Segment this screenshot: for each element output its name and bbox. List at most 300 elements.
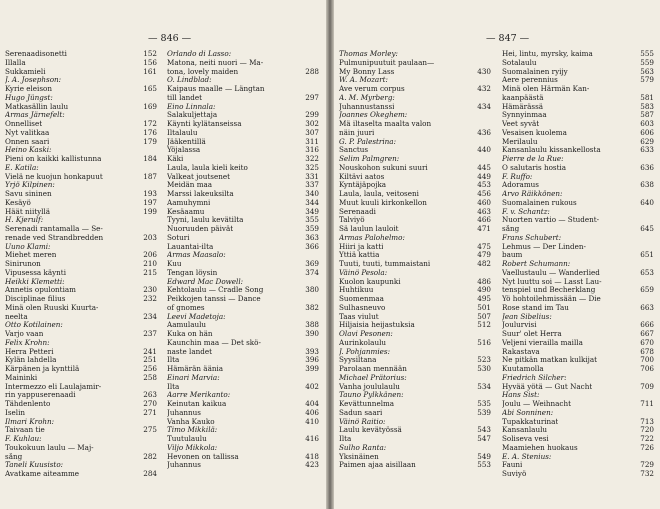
page-ref: 382 (305, 302, 319, 312)
song-title: Sotalaulu (502, 58, 537, 67)
composer-heading (167, 76, 319, 85)
song-title: Hämärän äänia (167, 365, 224, 373)
index-entry (5, 330, 157, 339)
song-title: sång (5, 452, 23, 461)
composer-heading (502, 155, 654, 164)
index-entry (167, 190, 319, 199)
index-entry (5, 400, 157, 409)
index-entry (5, 313, 157, 322)
page-ref: 711 (640, 399, 654, 408)
index-entry (339, 243, 491, 252)
composer-heading (339, 94, 491, 103)
index-entry (502, 278, 654, 287)
index-entry (502, 111, 654, 120)
page-ref: 482 (477, 259, 491, 268)
song-title: Kärpänen ja kynttilä (5, 365, 80, 373)
song-title: Kuu (167, 260, 182, 268)
page-ref: 523 (477, 355, 491, 365)
composer-name: J. A. Josephson: (5, 76, 62, 85)
index-entry (167, 146, 319, 155)
index-entry (167, 418, 319, 427)
composer-name: Eino Linnala: (167, 102, 216, 111)
composer-name: Selim Palmgren: (339, 155, 400, 163)
index-entry (502, 68, 654, 77)
page-ref: 215 (143, 267, 157, 277)
page-ref: 645 (640, 224, 654, 233)
song-title: Aurinkolaulu (339, 338, 387, 347)
page-ref: 399 (305, 364, 319, 373)
song-title: Paimen ajaa aisillaan (339, 461, 416, 470)
page-ref: 539 (477, 407, 491, 417)
index-entry (5, 173, 157, 182)
song-title: Käynti kylätanseissa (167, 120, 242, 128)
composer-name: Armas Palohelmo: (339, 233, 405, 242)
composer-heading (502, 234, 654, 243)
index-entry (167, 94, 319, 103)
page-ref: 263 (143, 390, 157, 400)
page-number: — 847 — (486, 33, 530, 44)
page-ref: 640 (640, 197, 654, 207)
page-ref: 729 (640, 460, 654, 470)
composer-name: Edward Mac Dowell: (167, 277, 244, 286)
page-ref: 380 (305, 285, 319, 295)
index-entry (502, 146, 654, 155)
song-title: Salakuljettaja (167, 111, 218, 120)
page-ref: 559 (640, 57, 654, 67)
index-entry (339, 321, 491, 330)
page-ref: 432 (477, 84, 491, 93)
page-ref: 355 (305, 215, 319, 225)
index-entry (502, 216, 654, 225)
page-ref: 456 (477, 189, 491, 198)
composer-heading (502, 391, 654, 400)
page-ref: 495 (477, 294, 491, 303)
index-entry (502, 400, 654, 409)
index-entry (167, 234, 319, 243)
index-entry (167, 435, 319, 444)
index-entry (502, 120, 654, 129)
page-ref: 726 (640, 442, 654, 452)
composer-name: Heino Kaski: (5, 146, 52, 155)
page-ref: 423 (305, 460, 319, 470)
song-title: Lauantai-ilta (167, 242, 214, 251)
song-title: Syysiltana (339, 356, 377, 365)
page-ref: 547 (477, 434, 491, 443)
index-entry (5, 391, 157, 400)
index-entry (502, 426, 654, 435)
index-entry (167, 85, 319, 94)
page-ref: 581 (640, 92, 654, 102)
index-entry (339, 426, 491, 435)
page-ref: 299 (305, 110, 319, 120)
page-ref: 316 (305, 145, 319, 155)
page-ref: 344 (305, 197, 319, 207)
composer-name: Väinö Pesola: (339, 268, 388, 277)
page-ref: 722 (640, 434, 654, 443)
composer-name: Einari Marvia: (167, 373, 220, 382)
song-title: Serenadi rantamalla — Se- (5, 225, 103, 233)
page-ref: 638 (640, 180, 654, 190)
song-title: Suomalainen rukous (502, 198, 577, 207)
page-ref: 516 (477, 337, 491, 347)
page-ref: 406 (305, 407, 319, 417)
composer-heading (502, 208, 654, 217)
index-entry (502, 418, 654, 427)
song-title: Nouskohon sukuni suuri (339, 163, 428, 172)
page-ref: 152 (143, 49, 157, 58)
song-title: Peikkojen tanssi — Dance (167, 295, 261, 303)
composer-heading (339, 155, 491, 164)
composer-heading (5, 216, 157, 225)
song-title: Nyt luuttu soi — Lasst Lau- (502, 277, 602, 286)
index-entry (5, 470, 157, 479)
song-title: Kuolon kaupunki (339, 277, 401, 286)
song-title: Soturi (167, 233, 190, 242)
song-title: Fauni (502, 461, 523, 470)
composer-name: Väinö Raitio: (339, 417, 386, 426)
index-entry (5, 251, 157, 260)
song-title: Ne pitkän matkan kulkijat (502, 356, 598, 365)
page-ref: 667 (640, 329, 654, 338)
index-entry (5, 120, 157, 129)
page-ref: 337 (305, 180, 319, 190)
page-ref: 282 (143, 451, 157, 461)
page-ref: 713 (640, 416, 654, 426)
song-title: Onnelliset (5, 120, 43, 128)
left-page (0, 0, 326, 509)
index-entry (5, 85, 157, 94)
index-entry (5, 348, 157, 357)
song-title: Tupakkaturinat (502, 417, 559, 426)
index-entry (167, 453, 319, 462)
song-title: Miehet meren (5, 251, 57, 260)
index-entry (502, 225, 654, 234)
song-title: Tuutulaulu (167, 435, 207, 443)
composer-name: Olavi Pesonen: (339, 330, 393, 338)
page-ref: 234 (143, 311, 157, 321)
song-title: Maininki (5, 373, 38, 382)
composer-name: Hugo Jüngst: (5, 93, 53, 102)
index-entry (502, 59, 654, 68)
page-ref: 184 (143, 154, 157, 163)
index-entry (339, 68, 491, 77)
composer-name: Armas Maasalo: (167, 251, 226, 260)
index-entry (167, 164, 319, 173)
composer-name: Frans Schubert: (502, 233, 562, 242)
index-entry (339, 173, 491, 182)
page-ref: 720 (640, 425, 654, 435)
song-title: Ilta (167, 382, 180, 391)
song-title: Juhannus (167, 408, 202, 417)
song-title: Annetis opulontiam (5, 286, 76, 295)
song-title: of gnomes (167, 303, 205, 312)
composer-heading (339, 374, 491, 383)
composer-name: O. Lindblad: (167, 76, 212, 85)
song-title: Ave verum corpus (339, 85, 405, 93)
song-title: Yksinäinen (339, 452, 379, 461)
index-entry (502, 50, 654, 59)
composer-name: Joannes Okeghem: (339, 111, 408, 120)
song-title: Savu sininen (5, 190, 52, 198)
song-title: Sä laulun lauloit (339, 225, 399, 233)
page-ref: 271 (143, 407, 157, 417)
page-ref: 445 (477, 162, 491, 172)
song-title: neelta (5, 312, 28, 321)
index-entry (167, 138, 319, 147)
composer-heading (167, 278, 319, 287)
index-entry (5, 409, 157, 418)
song-title: Taivaan tie (5, 426, 45, 435)
song-title: Nuorten vartio — Student- (502, 216, 600, 225)
song-title: rin yappuserenaadi (5, 391, 76, 400)
composer-name: G. P. Palestrina: (339, 137, 396, 146)
page-ref: 404 (305, 399, 319, 408)
page-ref: 430 (477, 66, 491, 76)
composer-heading (167, 50, 319, 59)
song-title: naste landet (167, 347, 212, 356)
song-title: Sulhasneuvo (339, 303, 386, 312)
index-entry (339, 365, 491, 374)
page-ref: 410 (305, 416, 319, 426)
page-ref: 629 (640, 136, 654, 146)
index-entry (502, 295, 654, 304)
page-ref: 363 (305, 232, 319, 242)
composer-heading (339, 418, 491, 427)
song-title: Varjo vaan (5, 330, 44, 338)
song-title: Laula, laula, veitoseni (339, 190, 419, 198)
song-title: Hevonen on tallissa (167, 452, 239, 461)
index-entry (5, 260, 157, 269)
index-entry (167, 383, 319, 392)
song-title: Hämärässä (502, 102, 544, 111)
page-ref: 402 (305, 381, 319, 391)
index-entry (339, 120, 491, 129)
page-ref: 463 (477, 206, 491, 216)
page-ref: 543 (477, 425, 491, 435)
song-title: Juhannustanssi (339, 102, 395, 111)
index-entry (339, 313, 491, 322)
page-ref: 297 (305, 92, 319, 102)
composer-name: Timo Mikkilä: (167, 426, 218, 435)
song-title: Vaellustaulu — Wanderlied (502, 268, 600, 277)
page-ref: 302 (305, 119, 319, 128)
composer-heading (167, 444, 319, 453)
book-gutter (326, 0, 334, 509)
composer-name: Hans Sist: (502, 391, 540, 400)
page-ref: 374 (305, 267, 319, 277)
right-page (334, 0, 660, 509)
index-entry (502, 269, 654, 278)
index-entry (5, 304, 157, 313)
song-title: Kiltävi aatos (339, 172, 385, 181)
index-entry (5, 295, 157, 304)
composer-name: Leevi Madetoja: (167, 312, 226, 321)
index-entry (339, 129, 491, 138)
page-ref: 156 (143, 57, 157, 67)
index-entry (167, 155, 319, 164)
composer-heading (339, 269, 491, 278)
page-ref: 475 (477, 241, 491, 251)
song-title: renade ved Strandbredden (5, 233, 104, 242)
index-entry (502, 461, 654, 470)
page-ref: 416 (305, 434, 319, 443)
song-title: Kansanlaulu (502, 426, 548, 435)
page-ref: 486 (477, 276, 491, 286)
index-entry (339, 260, 491, 269)
index-entry (502, 76, 654, 85)
composer-name: W. A. Mozart: (339, 76, 388, 85)
page-ref: 700 (640, 355, 654, 365)
song-title: sång (502, 225, 520, 233)
page-ref: 512 (477, 320, 491, 330)
composer-heading (5, 94, 157, 103)
song-title: Laula, laula kieli keito (167, 163, 248, 172)
song-title: Kesäyö (5, 198, 31, 207)
page-ref: 603 (640, 119, 654, 128)
index-entry (339, 383, 491, 392)
composer-name: Sulho Ranta: (339, 443, 387, 452)
composer-heading (167, 374, 319, 383)
composer-heading (5, 321, 157, 330)
page-ref: 434 (477, 101, 491, 111)
song-title: Kaipaus maalle — Längtan (167, 85, 265, 93)
page-ref: 670 (640, 337, 654, 347)
page-ref: 666 (640, 320, 654, 330)
index-entry (502, 444, 654, 453)
song-title: My Bonny Lass (339, 67, 395, 76)
song-title: Matkasällin laulu (5, 102, 69, 111)
song-title: Suviyö (502, 470, 527, 478)
index-entry (167, 269, 319, 278)
song-title: Vielä ne kuojun honkapuut (5, 172, 103, 181)
composer-heading (5, 435, 157, 444)
page-ref: 270 (143, 399, 157, 408)
index-entry (167, 348, 319, 357)
song-title: Vanha joululaulu (339, 382, 400, 391)
page-ref: 366 (305, 241, 319, 251)
composer-name: Yrjö Kilpinen: (5, 181, 55, 190)
page-ref: 466 (477, 215, 491, 225)
song-title: Joulu — Weihnacht (502, 400, 571, 408)
index-entry (5, 356, 157, 365)
song-title: Taas viulut (339, 312, 379, 321)
composer-heading (167, 251, 319, 260)
page-ref: 161 (143, 66, 157, 76)
index-entry (339, 304, 491, 313)
song-title: till landet (167, 93, 203, 102)
page-ref: 460 (477, 197, 491, 207)
index-entry (167, 181, 319, 190)
composer-heading (339, 348, 491, 357)
song-title: kaanpäästä (502, 93, 544, 102)
page-ref: 396 (305, 355, 319, 365)
page-ref: 535 (477, 399, 491, 408)
index-entry (167, 59, 319, 68)
page-ref: 390 (305, 329, 319, 338)
song-title: Talviyö (339, 216, 365, 225)
song-title: baum (502, 251, 523, 260)
composer-name: Heikki Klemetti: (5, 277, 65, 286)
index-entry (5, 103, 157, 112)
song-title: Veet syvät (502, 120, 540, 128)
page-ref: 732 (640, 469, 654, 478)
composer-heading (339, 444, 491, 453)
song-title: Onnen saari (5, 137, 50, 146)
song-title: Iltalaulu (167, 128, 198, 137)
page-ref: 237 (143, 329, 157, 338)
composer-name: Thomas Morley: (339, 50, 398, 58)
song-title: Vipusessa käynti (5, 268, 66, 277)
page-ref: 563 (640, 66, 654, 76)
composer-heading (5, 461, 157, 470)
index-entry (167, 400, 319, 409)
index-entry (167, 129, 319, 138)
song-title: Aere perennius (502, 76, 558, 85)
composer-name: Aarre Merikanto: (167, 391, 231, 400)
page-ref: 307 (305, 127, 319, 137)
index-entry (502, 85, 654, 94)
index-entry (339, 278, 491, 287)
song-title: Adoramus (502, 181, 539, 190)
song-title: Kansanlaulu kissankellosta (502, 146, 601, 155)
song-title: Suomenmaa (339, 295, 384, 303)
composer-heading (339, 330, 491, 339)
page-ref: 288 (305, 66, 319, 76)
page-ref: 651 (640, 250, 654, 260)
song-title: Vanha Kauko (167, 417, 215, 426)
index-entry (502, 199, 654, 208)
song-title: Yö hohtoilehmissään — Die (502, 295, 601, 303)
page-ref: 284 (143, 469, 157, 478)
composer-name: Felix Krohn: (5, 338, 50, 347)
index-entry (167, 216, 319, 225)
index-entry (339, 356, 491, 365)
page-ref: 369 (305, 259, 319, 268)
index-entry (502, 304, 654, 313)
page-ref: 706 (640, 364, 654, 373)
page-ref: 418 (305, 451, 319, 461)
page-ref: 169 (143, 101, 157, 111)
index-entry (339, 85, 491, 94)
page-ref: 275 (143, 425, 157, 435)
index-entry (339, 146, 491, 155)
page-ref: 349 (305, 206, 319, 216)
song-title: Minä olen Ruuski Kuurta- (5, 303, 99, 312)
composer-heading (167, 426, 319, 435)
composer-name: Taneli Kuusisto: (5, 461, 64, 470)
index-entry (502, 470, 654, 479)
page-ref: 636 (640, 162, 654, 172)
index-entry (167, 356, 319, 365)
index-entry (5, 59, 157, 68)
index-column (502, 50, 654, 479)
song-title: Soliseva vesi (502, 435, 549, 443)
index-entry (502, 321, 654, 330)
page-ref: 678 (640, 346, 654, 356)
composer-heading (5, 181, 157, 190)
song-title: Sanctus (339, 146, 369, 155)
song-title: Sukkamieli (5, 67, 46, 76)
index-entry (167, 321, 319, 330)
song-title: Toukokuun laulu — Maj- (5, 443, 94, 452)
song-title: Disciplinae filius (5, 295, 66, 303)
page-ref: 583 (640, 101, 654, 111)
page-ref: 165 (143, 84, 157, 93)
song-title: Häät niityllä (5, 207, 51, 216)
song-title: Synnyinmaa (502, 111, 547, 120)
index-entry (502, 181, 654, 190)
composer-name: Abi Sonninen: (502, 408, 554, 417)
